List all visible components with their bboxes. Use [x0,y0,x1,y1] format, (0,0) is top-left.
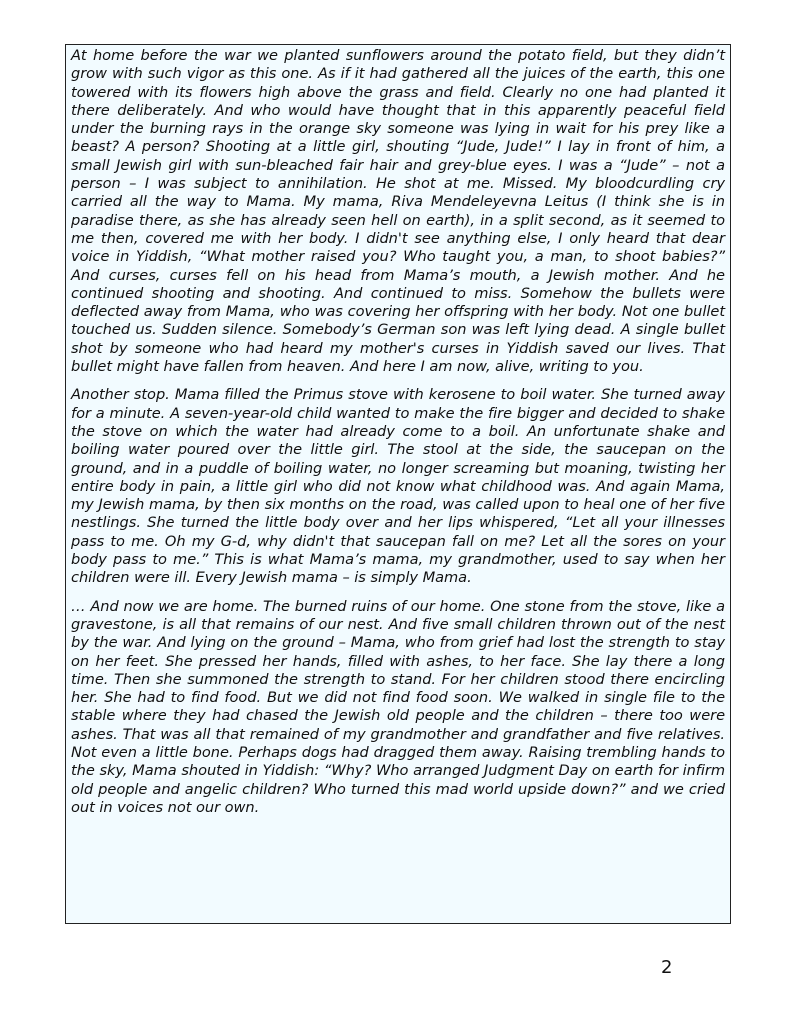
paragraph-burned-home: … And now we are home. The burned ruins of our home. One stone from the stove, like a gravestone, is all that remains of our nest. And five small children thrown out of the nest by the war. And lying on the ground – Mama, who from grief had lost the strength to stay on her feet. She pressed her hands, filled with ashes, to her face. She lay there a long time. Then she summoned the strength to stand. For her children stood there encircling her. She had to find food. But we did not find food soon. We walked in single file to the stable where they had chased the Jewish old people and the children – there too were ashes. That was all that remained of my grandmother and grandfather and five relatives. Not even a little bone. Perhaps dogs had dragged them away. Raising trembling hands to the sky, Mama shouted in Yiddish: “Why? Who arranged Judgment Day on earth for infirm old people and angelic children? Who turned this mad world upside down?” and we cried out in voices not our own. [71,597,725,816]
page-number: 2 [661,957,673,978]
paragraph-sunflower-field: At home before the war we planted sunflowers around the potato field, but they didn’t grow with such vigor as this one. As if it had gathered all the juices of the earth, this one towered with its flowers high above the grass and field. Clearly no one had planted it there deliberately. And who would have thought that in this apparently peaceful field under the burning rays in the orange sky someone was lying in wait for his prey like a beast? A person? Shooting at a little girl, shouting “Jude, Jude!” I lay in front of him, a small Jewish girl with sun-bleached fair hair and grey-blue eyes. I was a “Jude” – not a person – I was subject to annihilation. He shot at me. Missed. My bloodcurdling cry carried all the way to Mama. My mama, Riva Mendeleyevna Leitus (I think she is in paradise there, as she has already seen hell on earth), in a split second, as it seemed to me then, covered me with her body. I didn't see anything else, I only heard that dear voice in Yiddish, “What mother raised you? Who taught you, a man, to shoot babies?” And curses, curses fell on his head from Mama’s mouth, a Jewish mother. And he continued shooting and shooting. And continued to miss. Somehow the bullets were deflected away from Mama, who was covering her offspring with her body. Not one bullet touched us. Sudden silence. Somebody’s German son was left lying dead. A single bullet shot by someone who had heard my mother's curses in Yiddish saved our lives. That bullet might have fallen from heaven. And here I am now, alive, writing to you. [71,47,725,376]
paragraph-primus-stove: Another stop. Mama filled the Primus stove with kerosene to boil water. She turned away for a minute. A seven-year-old child wanted to make the fire bigger and decided to shake the stove on which the water had already come to a boil. An unfortunate shake and boiling water poured over the little girl. The stool at the side, the saucepan on the ground, and in a puddle of boiling water, no longer screaming but moaning, twisting her entire body in pain, a little girl who did not know what childhood was. And again Mama, my Jewish mama, by then six months on the road, was called upon to heal one of her five nestlings. She turned the little body over and her lips whispered, “Let all your illnesses pass to me. Oh my G-d, why didn't that saucepan fall on me? Let all the sores on your body pass to me.” This is what Mama’s mama, my grandmother, used to say when her children were ill. Every Jewish mama – is simply Mama. [71,386,725,587]
text-box [65,44,731,924]
